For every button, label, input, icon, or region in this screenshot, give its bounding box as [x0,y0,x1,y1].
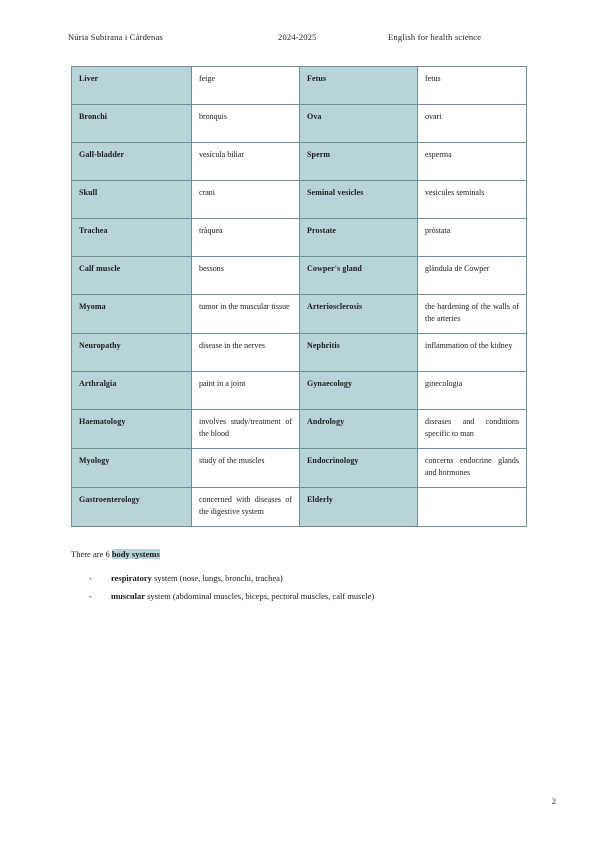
definition-cell: inflammation of the kidney [418,334,527,372]
term-cell: Elderly [300,488,418,527]
page-header [68,32,556,44]
definition-cell: glàndula de Cowper [418,257,527,295]
term-cell: Myology [72,449,192,488]
term-cell: Neuropathy [72,334,192,372]
definition-cell: tràquea [192,219,300,257]
definition-cell: paint in a joint [192,372,300,410]
definition-cell: fetge [192,67,300,105]
term-cell: Skull [72,181,192,219]
term-cell: Nephritis [300,334,418,372]
table-row [72,372,527,410]
list-dash: - [89,591,92,601]
list-item-text [111,591,374,601]
header-course: English for health science [388,32,482,42]
definition-cell [418,488,527,527]
table-row [72,488,527,527]
term-cell: Arthralgia [72,372,192,410]
term-cell: Trachea [72,219,192,257]
page-number: 2 [551,796,556,806]
table-row [72,334,527,372]
vocabulary-table [71,66,527,527]
definition-cell: study of the muscles [192,449,300,488]
body-systems-intro [71,549,556,559]
table-row [72,410,527,449]
term-cell: Liver [72,67,192,105]
table-row [72,219,527,257]
list-item-rest: system (nose, lungs, bronchi, trachea) [151,573,283,583]
header-author: Núria Subirana i Cárdenas [68,32,163,42]
definition-cell: concerned with diseases of the digestive system [192,488,300,527]
term-cell: Gynaecology [300,372,418,410]
definition-cell: the hardening of the walls of the arteries [418,295,527,334]
list-item-rest: system (abdominal muscles, biceps, pectoral muscles, calf muscle) [145,591,375,601]
list-item [89,591,556,601]
definition-cell: esperma [418,143,527,181]
table-row [72,295,527,334]
term-cell: Gall-bladder [72,143,192,181]
definition-cell: pròstata [418,219,527,257]
definition-cell: vesicules seminals [418,181,527,219]
term-cell: Andrology [300,410,418,449]
definition-cell: vesícula biliar [192,143,300,181]
term-cell: Calf muscle [72,257,192,295]
body-systems-section [71,549,556,601]
definition-cell: bessons [192,257,300,295]
list-item [89,573,556,583]
term-cell: Bronchi [72,105,192,143]
table-row [72,449,527,488]
table-row [72,181,527,219]
definition-cell: bronquis [192,105,300,143]
table-row [72,257,527,295]
term-cell: Prostate [300,219,418,257]
term-cell: Haematology [72,410,192,449]
definition-cell: involves study/treatment of the blood [192,410,300,449]
table-row [72,143,527,181]
term-cell: Seminal vesicles [300,181,418,219]
term-cell: Arteriosclerosis [300,295,418,334]
definition-cell: concerns endocrine glands and hormones [418,449,527,488]
list-item-bold: muscular [111,591,145,601]
intro-text: There are 6 [71,549,112,559]
body-systems-list [71,573,556,601]
definition-cell: ginecologia [418,372,527,410]
definition-cell: ovari [418,105,527,143]
definition-cell: crani [192,181,300,219]
term-cell: Endocrinology [300,449,418,488]
definition-cell: fetus [418,67,527,105]
term-cell: Sperm [300,143,418,181]
list-item-text [111,573,283,583]
definition-cell: disease in the nerves [192,334,300,372]
intro-highlight: body systems [111,549,160,559]
term-cell: Gastroenterology [72,488,192,527]
list-dash: - [89,573,92,583]
term-cell: Cowper's gland [300,257,418,295]
list-item-bold: respiratory [111,573,152,583]
definition-cell: diseases and conditions specific to man [418,410,527,449]
term-cell: Ova [300,105,418,143]
table-row [72,105,527,143]
header-years: 2024-2025 [278,32,317,42]
term-cell: Fetus [300,67,418,105]
table-row [72,67,527,105]
definition-cell: tumor in the muscular tissue [192,295,300,334]
term-cell: Myoma [72,295,192,334]
